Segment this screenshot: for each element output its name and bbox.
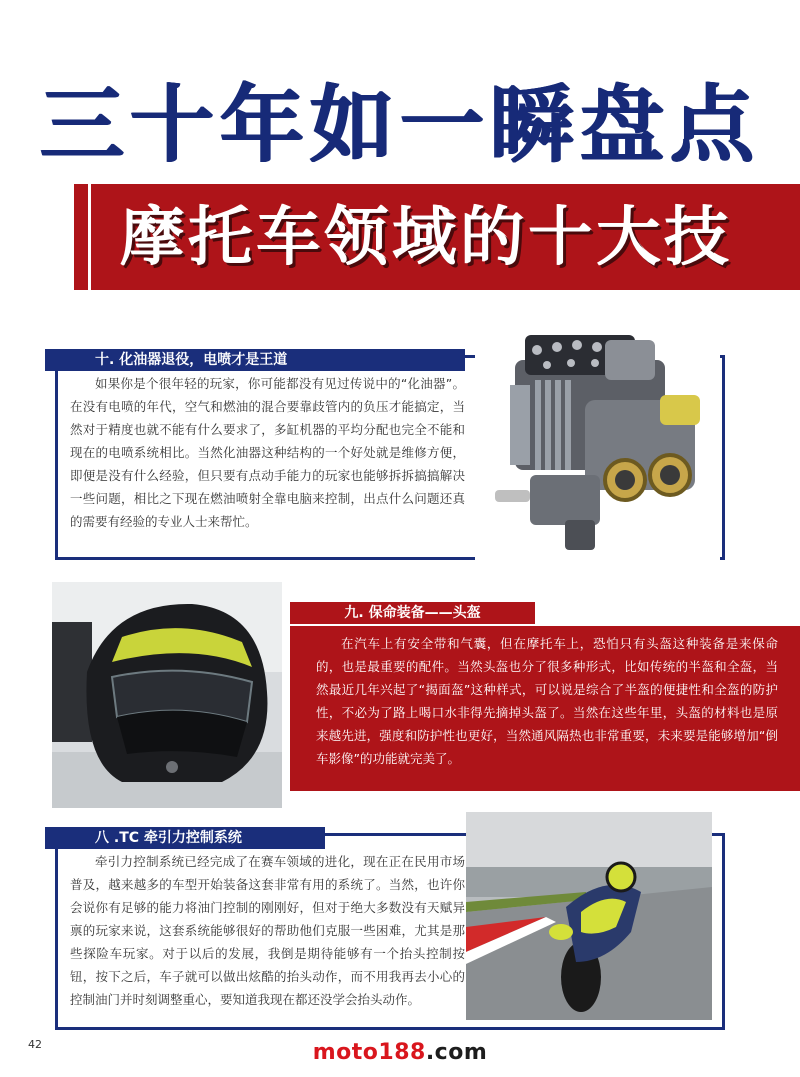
section-8-body bbox=[70, 850, 465, 1011]
page-title: 三十年如一瞬盘点 bbox=[40, 76, 761, 174]
section-10-paragraph: 如果你是个很年轻的玩家，你可能都没有见过传说中的“化油器”。在没有电喷的年代，空气和燃油的混合要靠歧管内的负压才能搞定，当然对于精度也就不能有什么要求了，多缸机器的平均分配也完全不能和现在的电喷系统相比。当然化油器这种结构的一个好处就是维修方便，即便是没有什么经验，但只要有点动手能力的玩家也能够拆拆搞搞解决一些问题，相比之下现在燃油喷射全靠电脑来控制，出点什么问题还真的需要有经验的专业人士来帮忙。 bbox=[70, 376, 465, 529]
banner-stripe bbox=[74, 184, 88, 290]
section-10-body bbox=[70, 372, 465, 533]
section-8-paragraph: 牵引力控制系统已经完成了在赛车领域的进化，现在正在民用市场普及，越来越多的车型开始装备这套非常有用的系统了。当然，也许你会说你有足够的能力将油门控制的刚刚好，但对于绝大多数没有天赋异禀的玩家来说，这套系统能够很好的帮助他们克服一些困难，尤其是那些探险车玩家。对于以后的发展，我倒是期待能够有一个抬头控制按钮，按下之后，车子就可以做出炫酷的抬头动作，而不用我再去小心的控制油门并时刻调整重心，要知道我现在都还没学会抬头动作。 bbox=[70, 854, 465, 1007]
section-8-heading: 八 .TC 牵引力控制系统 bbox=[45, 827, 325, 849]
engine-photo bbox=[475, 315, 720, 560]
footer-brand: moto188 bbox=[312, 1040, 426, 1065]
racing-photo bbox=[466, 812, 712, 1020]
section-9-paragraph: 在汽车上有安全带和气囊，但在摩托车上，恐怕只有头盔这种装备是来保命的，也是最重要的配件。当然头盔也分了很多种形式，比如传统的半盔和全盔，当然最近几年兴起了“揭面盔”这种样式，可以说是综合了半盔的便捷性和全盔的防护性，不必为了路上喝口水非得先摘掉头盔了。当然在这些年里，头盔的材料也是原来越先进，强度和防护性也更好，当然通风隔热也非常重要，未来要是能够增加“倒车影像”的功能就完美了。 bbox=[316, 636, 778, 766]
page-number: 42 bbox=[28, 1038, 42, 1051]
section-10-heading: 十. 化油器退役，电喷才是王道 bbox=[45, 349, 465, 371]
footer-watermark bbox=[0, 1040, 800, 1065]
section-9-heading: 九. 保命装备——头盔 bbox=[290, 602, 535, 624]
footer-domain: .com bbox=[425, 1040, 488, 1065]
subtitle: 摩托车领域的十大技 bbox=[120, 201, 732, 275]
section-9-body bbox=[316, 632, 778, 770]
helmet-photo bbox=[52, 582, 282, 808]
